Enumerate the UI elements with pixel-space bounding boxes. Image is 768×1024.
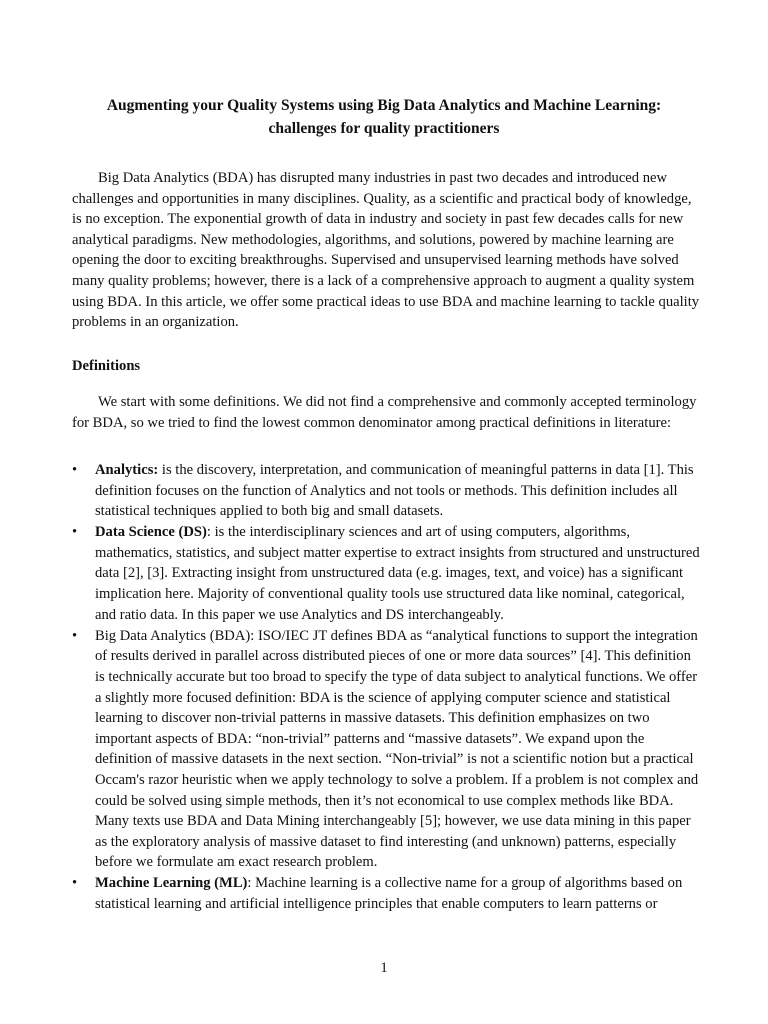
definition-text: : is the interdisciplinary sciences and art of using computers, algorithms, mathematics, statistics, and subject matter expertise to extract insights from structured and unstructured data [2], [3]. Extracting insight from unstructured data (e.g. images, text, and voice) has a significant implication here. Majority of conventional quality tools use structured data like nominal, categorical, and ratio data. In this paper we use Analytics and DS interchangeably. — [95, 524, 700, 623]
bullet-icon: • — [72, 462, 78, 478]
definition-term: Machine Learning (ML) — [95, 875, 248, 892]
section-heading-definitions: Definitions — [72, 358, 141, 374]
intro-paragraph: Big Data Analytics (BDA) has disrupted many industries in past two decades and introduced new challenges and opportunities in many disciplines. Quality, as a scientific and practical body of knowledge, is no exception. The exponential growth of data in industry and society in past few decades calls for new analytical paradigms. New methodologies, algorithms, and solutions, powered by machine learning are opening the door to exciting breakthroughs. Supervised and unsupervised learning methods have solved many quality problems; however, there is a lack of a comprehensive approach to augment a quality system using BDA. In this article, we offer some practical ideas to use BDA and machine learning to tackle quality problems in an organization. — [72, 170, 700, 331]
definitions-list — [72, 460, 702, 915]
bullet-icon: • — [72, 524, 78, 541]
definition-term: Analytics: — [95, 462, 159, 478]
definition-term: Data Science (DS) — [95, 524, 207, 541]
definition-item-analytics — [72, 460, 702, 522]
definition-item-machine-learning — [72, 873, 702, 914]
definition-text: Big Data Analytics (BDA): ISO/IEC JT defines BDA as “analytical functions to support the integration of results derived in parallel across distributed pieces of one or more data sources” [4]. This definition is technically accurate but too broad to specify the type of data subject to analytical functions. We offer a slightly more focused definition: BDA is the science of applying computer science and statistical learning to discover non-trivial patterns in massive datasets. This definition emphasizes on two important aspects of BDA: “non-trivial” patterns and “massive datasets”. We expand upon the definition of massive datasets in the next section. “Non-trivial” is not a scientific notion but a practical Occam's razor heuristic when we apply technology to solve a problem. If a problem is not complex and could be solved using simple methods, then it’s not economical to use complex methods like BDA. Many texts use BDA and Data Mining interchangeably [5]; however, we use data mining in this paper as the exploratory analysis of massive dataset to find interesting (and unknown) patterns, especially before we formulate am exact research problem. — [95, 627, 699, 871]
document-title: Augmenting your Quality Systems using Big Data Analytics and Machine Learning: challenges for quality practitioners — [106, 97, 662, 137]
bullet-icon: • — [72, 875, 78, 892]
definitions-intro-paragraph: We start with some definitions. We did not find a comprehensive and commonly accepted terminology for BDA, so we tried to find the lowest common denominator among practical definitions in literature: — [72, 394, 697, 431]
definition-item-data-science — [72, 522, 702, 625]
page-number: 1 — [380, 960, 388, 976]
definition-text: is the discovery, interpretation, and communication of meaningful patterns in data [1]. This definition focuses on the function of Analytics and not tools or methods. This definition includes all statistical techniques applied to both big and small datasets. — [95, 462, 694, 520]
definition-text: : Machine learning is a collective name for a group of algorithms based on statistical learning and artificial intelligence principles that enable computers to learn patterns or — [95, 875, 683, 912]
definition-item-big-data-analytics — [72, 626, 702, 873]
bullet-icon: • — [72, 627, 78, 644]
